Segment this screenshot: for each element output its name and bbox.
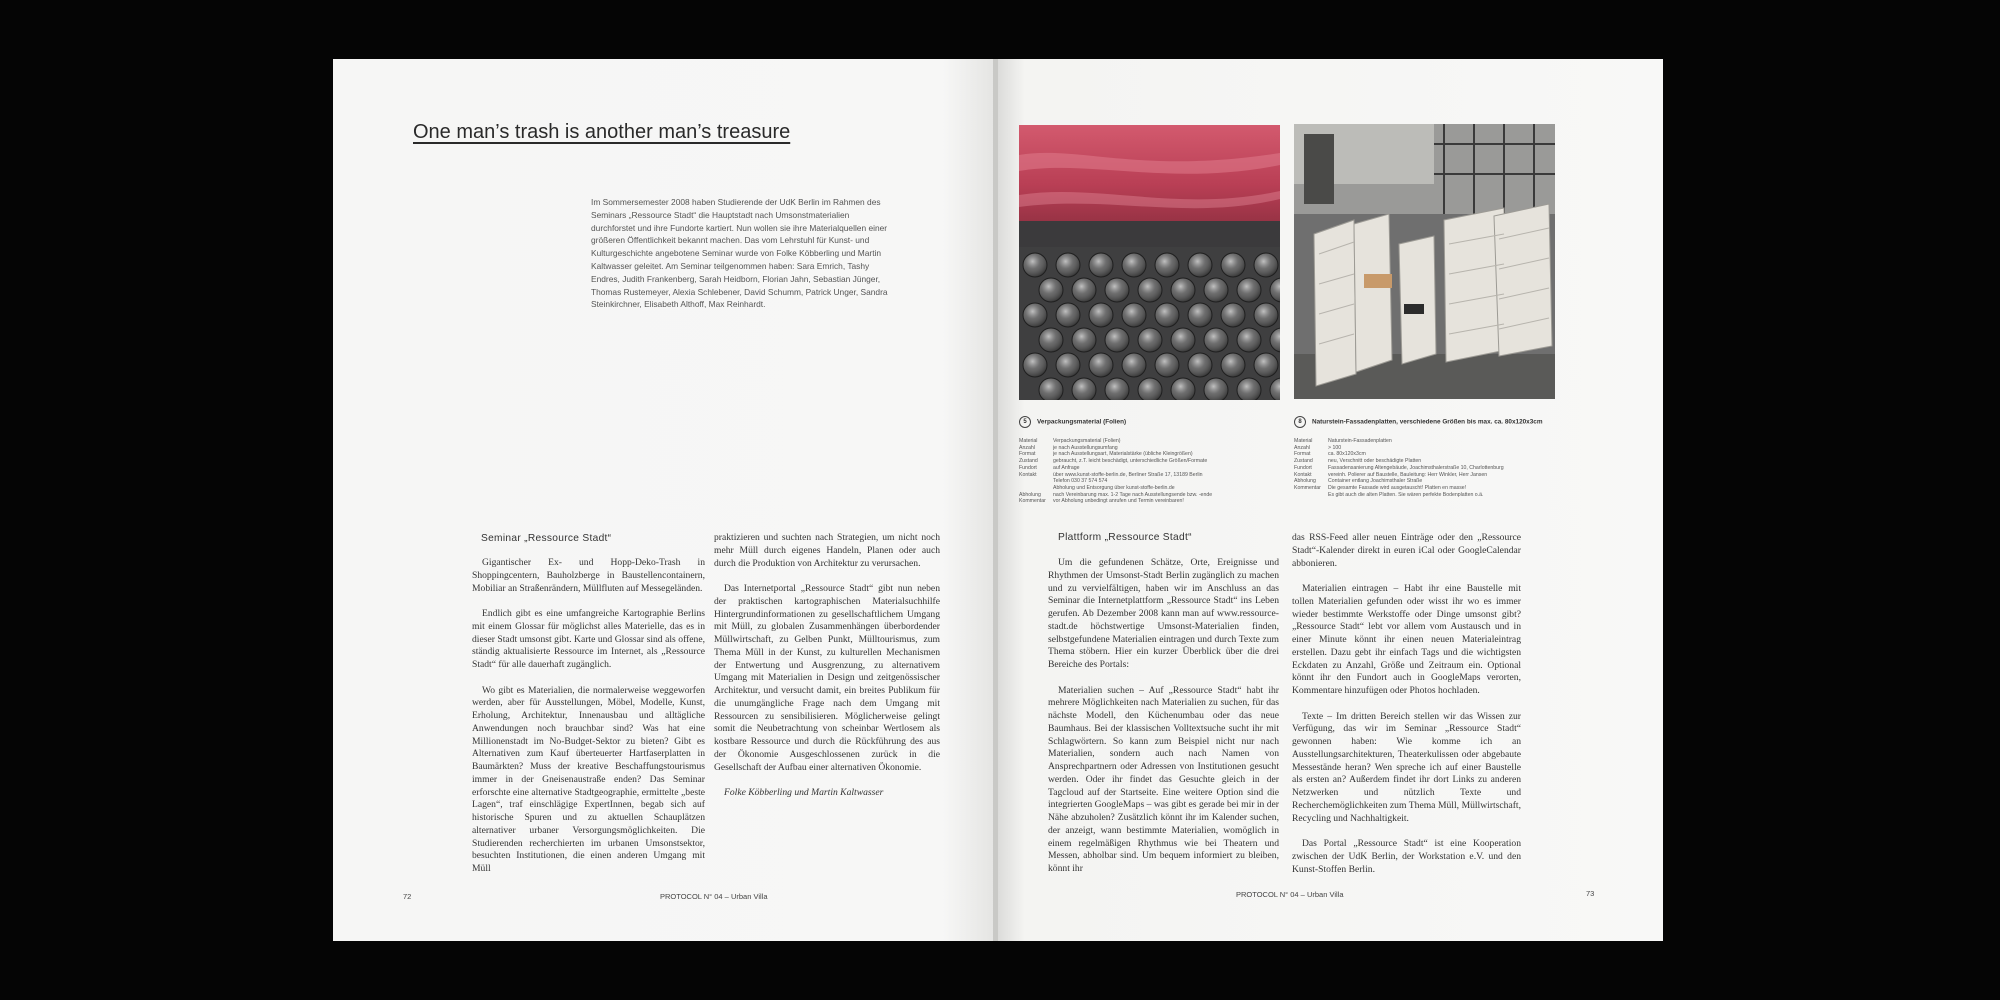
intro-paragraph: Im Sommersemester 2008 haben Studierende der UdK Berlin im Rahmen des Seminars „Ressource Stadt“ die Hauptstadt nach Umsonstmaterialien durchforstet und ihre Fundorte kartiert. Nun wollen sie ihre Materialquellen einer größeren Öffentlichkeit bekannt machen. Das vom Lehrstuhl für Kunst- und Kulturgeschichte angebotene Seminar wurde von Folke Köbberling und Martin Kaltwasser geleitet. Am Seminar teilgenommen haben: Sara Emrich, Tashy Endres, Judith Frankenberg, Sarah Heidborn, Florian Jahn, Sebastian Jünger, Thomas Rustemeyer, Alexia Schlebener, David Schumm, Patrick Unger, Sandra Steinkirchner, Elisabeth Althoff, Max Reinhardt. (591, 197, 888, 310)
metadata-row (1019, 451, 1281, 458)
metadata-key (1019, 485, 1053, 492)
metadata-row (1294, 472, 1556, 479)
metadata-value: Die gesamte Fassade wird ausgetauscht! Platten en masse! (1328, 484, 1467, 491)
metadata-value: Container entlang Joachimsthaler Straße (1328, 478, 1423, 485)
left-column-1 (472, 557, 705, 889)
metadata-key: Material (1294, 438, 1313, 444)
metadata-value: vor Abholung unbedingt anrufen und Termin vereinbaren! (1053, 498, 1184, 505)
packaging-foil-image (1019, 125, 1280, 400)
metadata-row (1294, 478, 1556, 485)
metadata-row (1019, 445, 1281, 452)
metadata-key: Kontakt (1019, 471, 1037, 478)
caption-title (1294, 416, 1556, 428)
right-column-1 (1048, 557, 1279, 889)
metadata-value: Naturstein-Fassadenplatten (1328, 438, 1392, 444)
metadata-value: nach Vereinbarung max. 1-2 Tage nach Ausstellungsende bzw. -ende (1053, 491, 1213, 498)
caption-8 (1294, 416, 1556, 498)
metadata-key: Anzahl (1019, 444, 1035, 451)
section-heading-plattform: Plattform „Ressource Stadt“ (1058, 532, 1192, 543)
metadata-key: Format (1019, 451, 1036, 458)
metadata-row (1019, 492, 1281, 499)
metadata-value: auf Anfrage (1053, 464, 1080, 471)
photo-stone-panels (1294, 124, 1555, 399)
metadata-value: ca. 80x120x3cm (1328, 451, 1366, 458)
metadata-value: je nach Ausstellungsart, Materialstärke (übliche Kleingrößen) (1053, 451, 1193, 458)
metadata-value: über www.kunst-stoffe-berlin.de, Berliner Straße 17, 13189 Berlin (1053, 471, 1203, 478)
metadata-key: Zustand (1019, 458, 1038, 465)
caption-title (1019, 416, 1281, 428)
running-footer: PROTOCOL N° 04 – Urban Villa (660, 892, 768, 901)
metadata-value: je nach Ausstellungsumfang (1053, 444, 1118, 451)
paragraph: Materialien eintragen – Habt ihr eine Baustelle mit tollen Materialien gefunden oder wisst ihr wo es immer wieder bestimmte Werkstoffe oder Dinge umsonst gibt? „Ressource Stadt“ lebt vor allem vom Austausch und in einer Minute könnt ihr einen neuen Materialeintrag erstellen. Dazu gebt ihr einfach Tags und die wichtigsten Eckdaten zu Anzahl, Größe und Zeitraum ein. Optional könnt ihr den Fundort auch in GoogleMaps verorten, Kommentare hinzufügen oder Photos hochladen. (1292, 583, 1521, 696)
metadata-key: Kommentar (1019, 498, 1046, 505)
metadata-key: Format (1294, 451, 1311, 458)
metadata-value: Es gibt auch die alten Platten. Sie wären perfekte Bodenplatten o.ä. (1328, 491, 1484, 498)
metadata-row (1019, 465, 1281, 472)
metadata-key: Fundort (1294, 464, 1312, 471)
metadata-row (1294, 458, 1556, 465)
metadata-value: neu, Verschnitt oder beschädigte Platten (1328, 458, 1422, 465)
metadata-row (1019, 458, 1281, 465)
caption-metadata (1294, 438, 1556, 498)
left-column-2 (714, 532, 940, 813)
caption-5 (1019, 416, 1281, 505)
metadata-row (1294, 485, 1556, 492)
paragraph: das RSS-Feed aller neuen Einträge oder den „Ressource Stadt“-Kalender direkt in euren iCal oder GoogleCalendar abbonieren. (1292, 532, 1521, 569)
left-page (333, 59, 996, 941)
metadata-key: Anzahl (1294, 444, 1310, 451)
metadata-key: Kontakt (1294, 471, 1312, 478)
paragraph: Materialien suchen – Auf „Ressource Stadt“ habt ihr mehrere Möglichkeiten nach Materialien zu suchen, für das nächste Modell, den Küchenumbau oder das neue Baumhaus. Bei der klassischen Volltextsuche sucht ihr mit Schlagwörtern. So kann zum Beispiel nicht nur nach Materialien, sondern auch nach Namen von Ansprechpartnern oder Adressen von Institutionen gesucht werden. Oder ihr findet das Gesuchte gleich in der Tagcloud auf der Startseite. Eine weitere Option sind die integrierten GoogleMaps – was gibt es gerade bei mir in der Nähe abzuholen? Zusätzlich könnt ihr im Kalender suchen, der anzeigt, wann bestimmte Materialien, womöglich in einem regelmäßigen Rhythmus wie bei Theatern und Messen, abholbar sind. Um bequem informiert zu bleiben, könnt ihr (1048, 684, 1279, 874)
paragraph: Um die gefundenen Schätze, Orte, Ereignisse und Rhythmen der Umsonst-Stadt Berlin zugänglich zu machen und zu vervielfältigen, haben wir im Anschluss an das Seminar die Internetplattform „Ressource Stadt“ ins Leben gerufen. Ab Dezember 2008 kann man auf www.ressource-stadt.de höchstwertige Umsonst-Materialien finden, selbstgefundene Materialien eintragen und durch Texte zum Thema stöbern. Hier ein kurzer Überblick über die drei Bereiche des Portals: (1048, 557, 1279, 670)
metadata-row (1019, 498, 1281, 505)
metadata-row (1019, 478, 1281, 485)
paragraph: praktizieren und suchten nach Strategien, um nicht noch mehr Müll durch eigenes Handeln, Planen oder auch durch die Produktion von Architektur zu verursachen. (714, 532, 940, 569)
metadata-value: Telefon 030 37 574 574 (1053, 478, 1108, 485)
caption-title-text: Naturstein-Fassadenplatten, verschiedene Größen bis max. ca. 80x120x3cm (1312, 418, 1543, 426)
metadata-key (1294, 492, 1328, 499)
paragraph: Texte – Im dritten Bereich stellen wir das Wissen zur Verfügung, das wir im Seminar „Ressource Stadt“ gewonnen haben: Wie komme ich an Ausstellungsarchitekturen, Theaterkulissen oder abgebaute Messestände heran? Wen spreche ich auf einer Baustelle als ersten an? Außerdem findet ihr dort Links zu anderen Netzwerken und nützlich Texte und Recherchemöglichkeiten zum Thema Müll, Müllwirtschaft, Recycling und Nachhaltigkeit. (1292, 710, 1521, 824)
stone-panels-image (1294, 124, 1555, 399)
paragraph: Endlich gibt es eine umfangreiche Kartographie Berlins mit einem Glossar für möglichst alles Materielle, das es in dieser Stadt umsonst gibt. Karte und Glossar sind als offene, ständig aktualisierte Ressource im Internet, als „Ressource Stadt“ für alle dauerhaft zugänglich. (472, 608, 705, 670)
right-column-2 (1292, 532, 1521, 889)
metadata-key: Kommentar (1294, 484, 1321, 491)
running-footer: PROTOCOL N° 04 – Urban Villa (1236, 890, 1344, 899)
metadata-value: Fassadensanierung Altengebäude, Joachimsthalerstraße 10, Charlottenburg (1328, 464, 1504, 471)
metadata-value: vereinh. Polierer auf Baustelle, Bauleitung: Herr Winkler, Herr Jansen (1328, 471, 1488, 478)
metadata-key: Zustand (1294, 458, 1313, 465)
section-heading-seminar: Seminar „Ressource Stadt“ (481, 533, 612, 544)
metadata-value: gebraucht, z.T. leicht beschädigt, unterschiedliche Größen/Formate (1053, 458, 1208, 465)
signature: Folke Köbberling und Martin Kaltwasser (724, 787, 884, 798)
metadata-value: > 100 (1328, 444, 1342, 451)
metadata-key: Material (1019, 438, 1038, 444)
metadata-key (1019, 478, 1053, 485)
metadata-key: Abholung (1294, 478, 1316, 485)
metadata-row (1019, 485, 1281, 492)
page-number: 73 (1586, 889, 1595, 898)
metadata-row (1019, 472, 1281, 479)
caption-number: 5 (1019, 416, 1031, 428)
paragraph: Das Internetportal „Ressource Stadt“ gibt nun neben der praktischen kartographischen Materialsuchhilfe Hintergrundinformationen zu gesellschaftlichem Umgang mit Müll, zu globalen Zusammenhängen überbordender Müllwirtschaft, zu Gelben Punkt, Mülltourismus, zum Thema Müll in der Kunst, zu kulturellen Mechanismen der Entwertung und Ausgrenzung, zu alternativem Umgang mit Materialien in Design und zeitgenössischer Architektur, und versucht damit, ein breites Publikum für die unumgängliche Frage nach dem Umgang mit Ressourcen zu sensibilisieren. Möglicherweise gelingt somit die Neubetrachtung von scheinbar Wertlosem als kostbare Ressource und durch die Rückführung des aus der Ökonomie Ausgeschlossenen zurück in die Gesellschaft der Aufbau einer alternativen Ökonomie. (714, 583, 940, 773)
metadata-row (1294, 445, 1556, 452)
caption-metadata (1019, 438, 1281, 505)
right-page (998, 59, 1663, 941)
metadata-row (1019, 438, 1281, 445)
page-number: 72 (403, 892, 412, 901)
caption-title-text: Verpackungsmaterial (Folien) (1037, 418, 1127, 426)
paragraph: Das Portal „Ressource Stadt“ ist eine Kooperation zwischen der UdK Berlin, der Workstation e.V. und den Kunst-Stoffen Berlin. (1292, 838, 1521, 875)
photo-packaging-foil (1019, 125, 1280, 400)
metadata-value: Verpackungsmaterial (Folien) (1053, 438, 1121, 444)
caption-number: 8 (1294, 416, 1306, 428)
metadata-row (1294, 438, 1556, 445)
metadata-row (1294, 451, 1556, 458)
metadata-value: Abholung und Entsorgung über kunst-stoffe-berlin.de (1053, 484, 1175, 491)
article-title: One man’s trash is another man’s treasure (413, 121, 791, 143)
metadata-key: Fundort (1019, 464, 1037, 471)
metadata-row (1294, 492, 1556, 499)
metadata-row (1294, 465, 1556, 472)
paragraph: Gigantischer Ex- und Hopp-Deko-Trash in Shoppingcentern, Bauholzberge in Baustellencontainern, Mobiliar an Straßenrändern, Müllfluten auf Messegeländen. (472, 557, 705, 594)
metadata-key: Abholung (1019, 491, 1041, 498)
paragraph: Wo gibt es Materialien, die normalerweise weggeworfen werden, aber für Ausstellungen, Möbel, Modelle, Kunst, Erholung, Architektur, Innenausbau und alltägliche Anwendungen noch brauchbar sind? Was hat eine Millionenstadt im No-Budget-Sektor zu bieten? Gibt es Alternativen zum Kauf überteuerter Hartfaserplatten in Baumärkten? Muss der kreative Beschaffungstourismus immer in der Gneisenaustraße enden? Das Seminar erforschte eine alternative Stadtgeographie, ermittelte „beste Lagen“, traf einschlägige ExpertInnen, begab sich auf historische Spuren und zu aktuellen Schauplätzen alternativer urbaner Versorgungsmöglichkeiten. Die Studierenden recherchierten im urbanen Umsonstsektor, besuchten Institutionen, die einen anderen Umgang mit Müll (472, 684, 705, 874)
